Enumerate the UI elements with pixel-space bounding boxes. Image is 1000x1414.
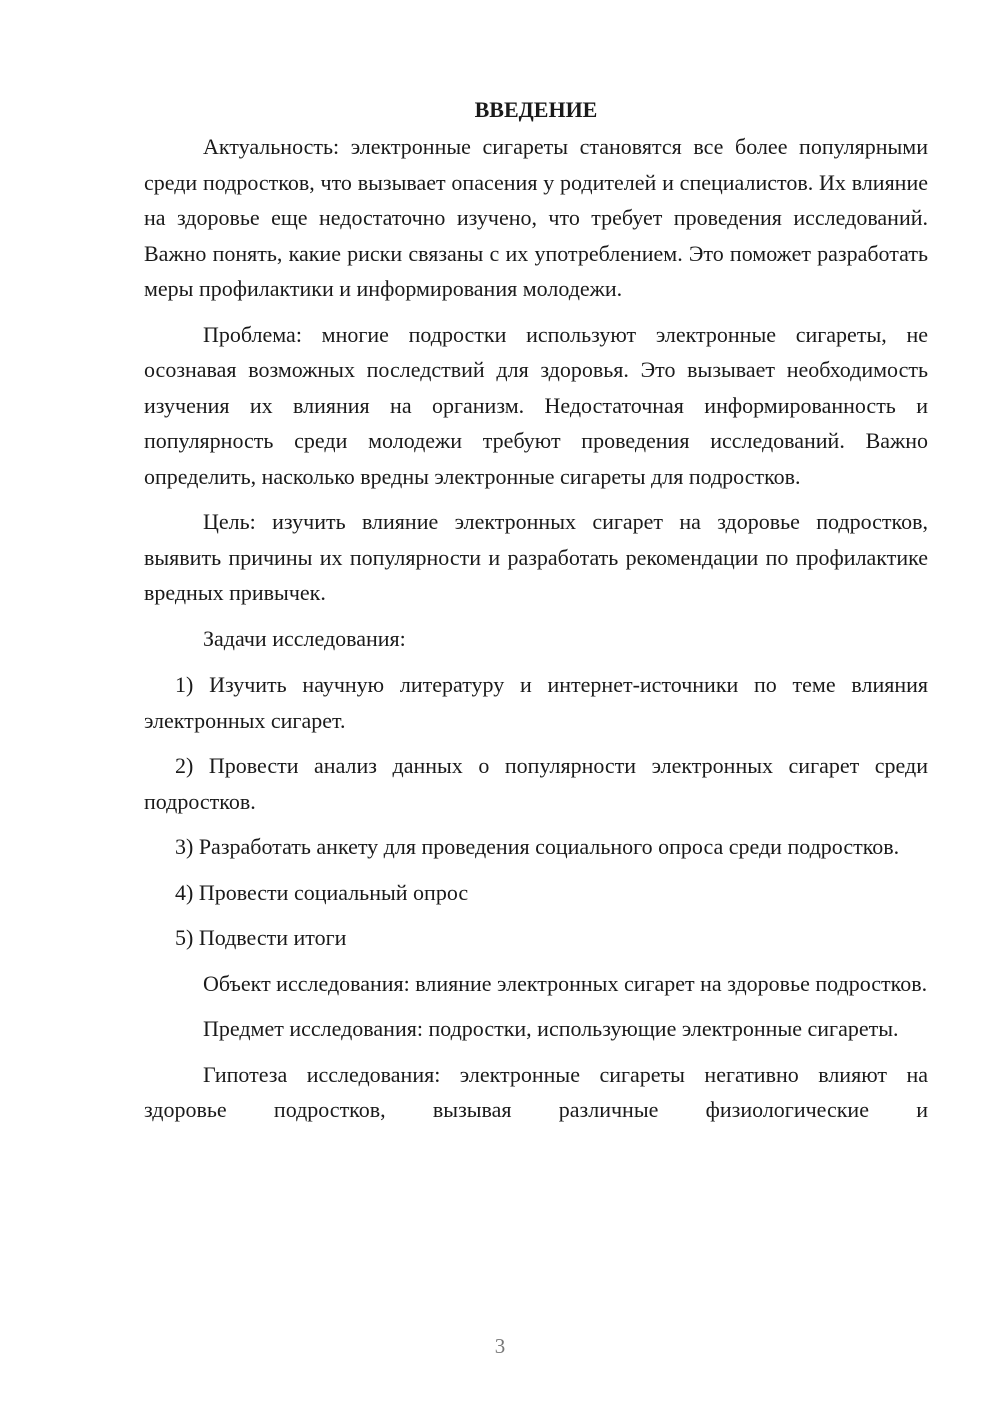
page-number: 3 — [494, 1334, 506, 1358]
paragraph-object: Объект исследования: влияние электронных сигарет на здоровье подростков. — [203, 970, 928, 996]
paragraph-problem: Проблема: многие подростки используют электронные сигареты, не осознавая возможных последствий для здоровья. Это вызывает необходимость изучения их влияния на организм. Недостаточная информированность и популярность среди молодежи требуют проведения исследований. Важно определить, насколько вредны электронные сигареты для подростков. — [144, 321, 928, 489]
tasks-list — [144, 667, 928, 956]
list-item: 1) Изучить научную литературу и интернет-источники по теме влияния электронных сигарет. — [144, 672, 928, 733]
paragraph-goal: Цель: изучить влияние электронных сигарет на здоровье подростков, выявить причины их популярности и разработать рекомендации по профилактике вредных привычек. — [144, 509, 928, 605]
list-item: 3) Разработать анкету для проведения социального опроса среди подростков. — [175, 834, 900, 859]
paragraph-tasks-title: Задачи исследования: — [203, 625, 406, 651]
page-title: ВВЕДЕНИЕ — [474, 97, 598, 122]
paragraph-hypothesis: Гипотеза исследования: электронные сигареты негативно влияют на здоровье подростков, вызывая различные физиологические и — [144, 1061, 928, 1122]
list-item: 4) Провести социальный опрос — [175, 879, 469, 905]
list-item: 2) Провести анализ данных о популярности электронных сигарет среди подростков. — [144, 753, 928, 814]
list-item: 5) Подвести итоги — [175, 925, 347, 950]
paragraph-subject: Предмет исследования: подростки, использующие электронные сигареты. — [203, 1016, 899, 1041]
document-page — [144, 92, 928, 1128]
paragraph-relevance: Актуальность: электронные сигареты становятся все более популярными среди подростков, что вызывает опасения у родителей и специалистов. Их влияние на здоровье еще недостаточно изучено, что требует проведения исследований. Важно понять, какие риски связаны с их употреблением. Это поможет разработать меры профилактики и информирования молодежи. — [144, 134, 928, 301]
